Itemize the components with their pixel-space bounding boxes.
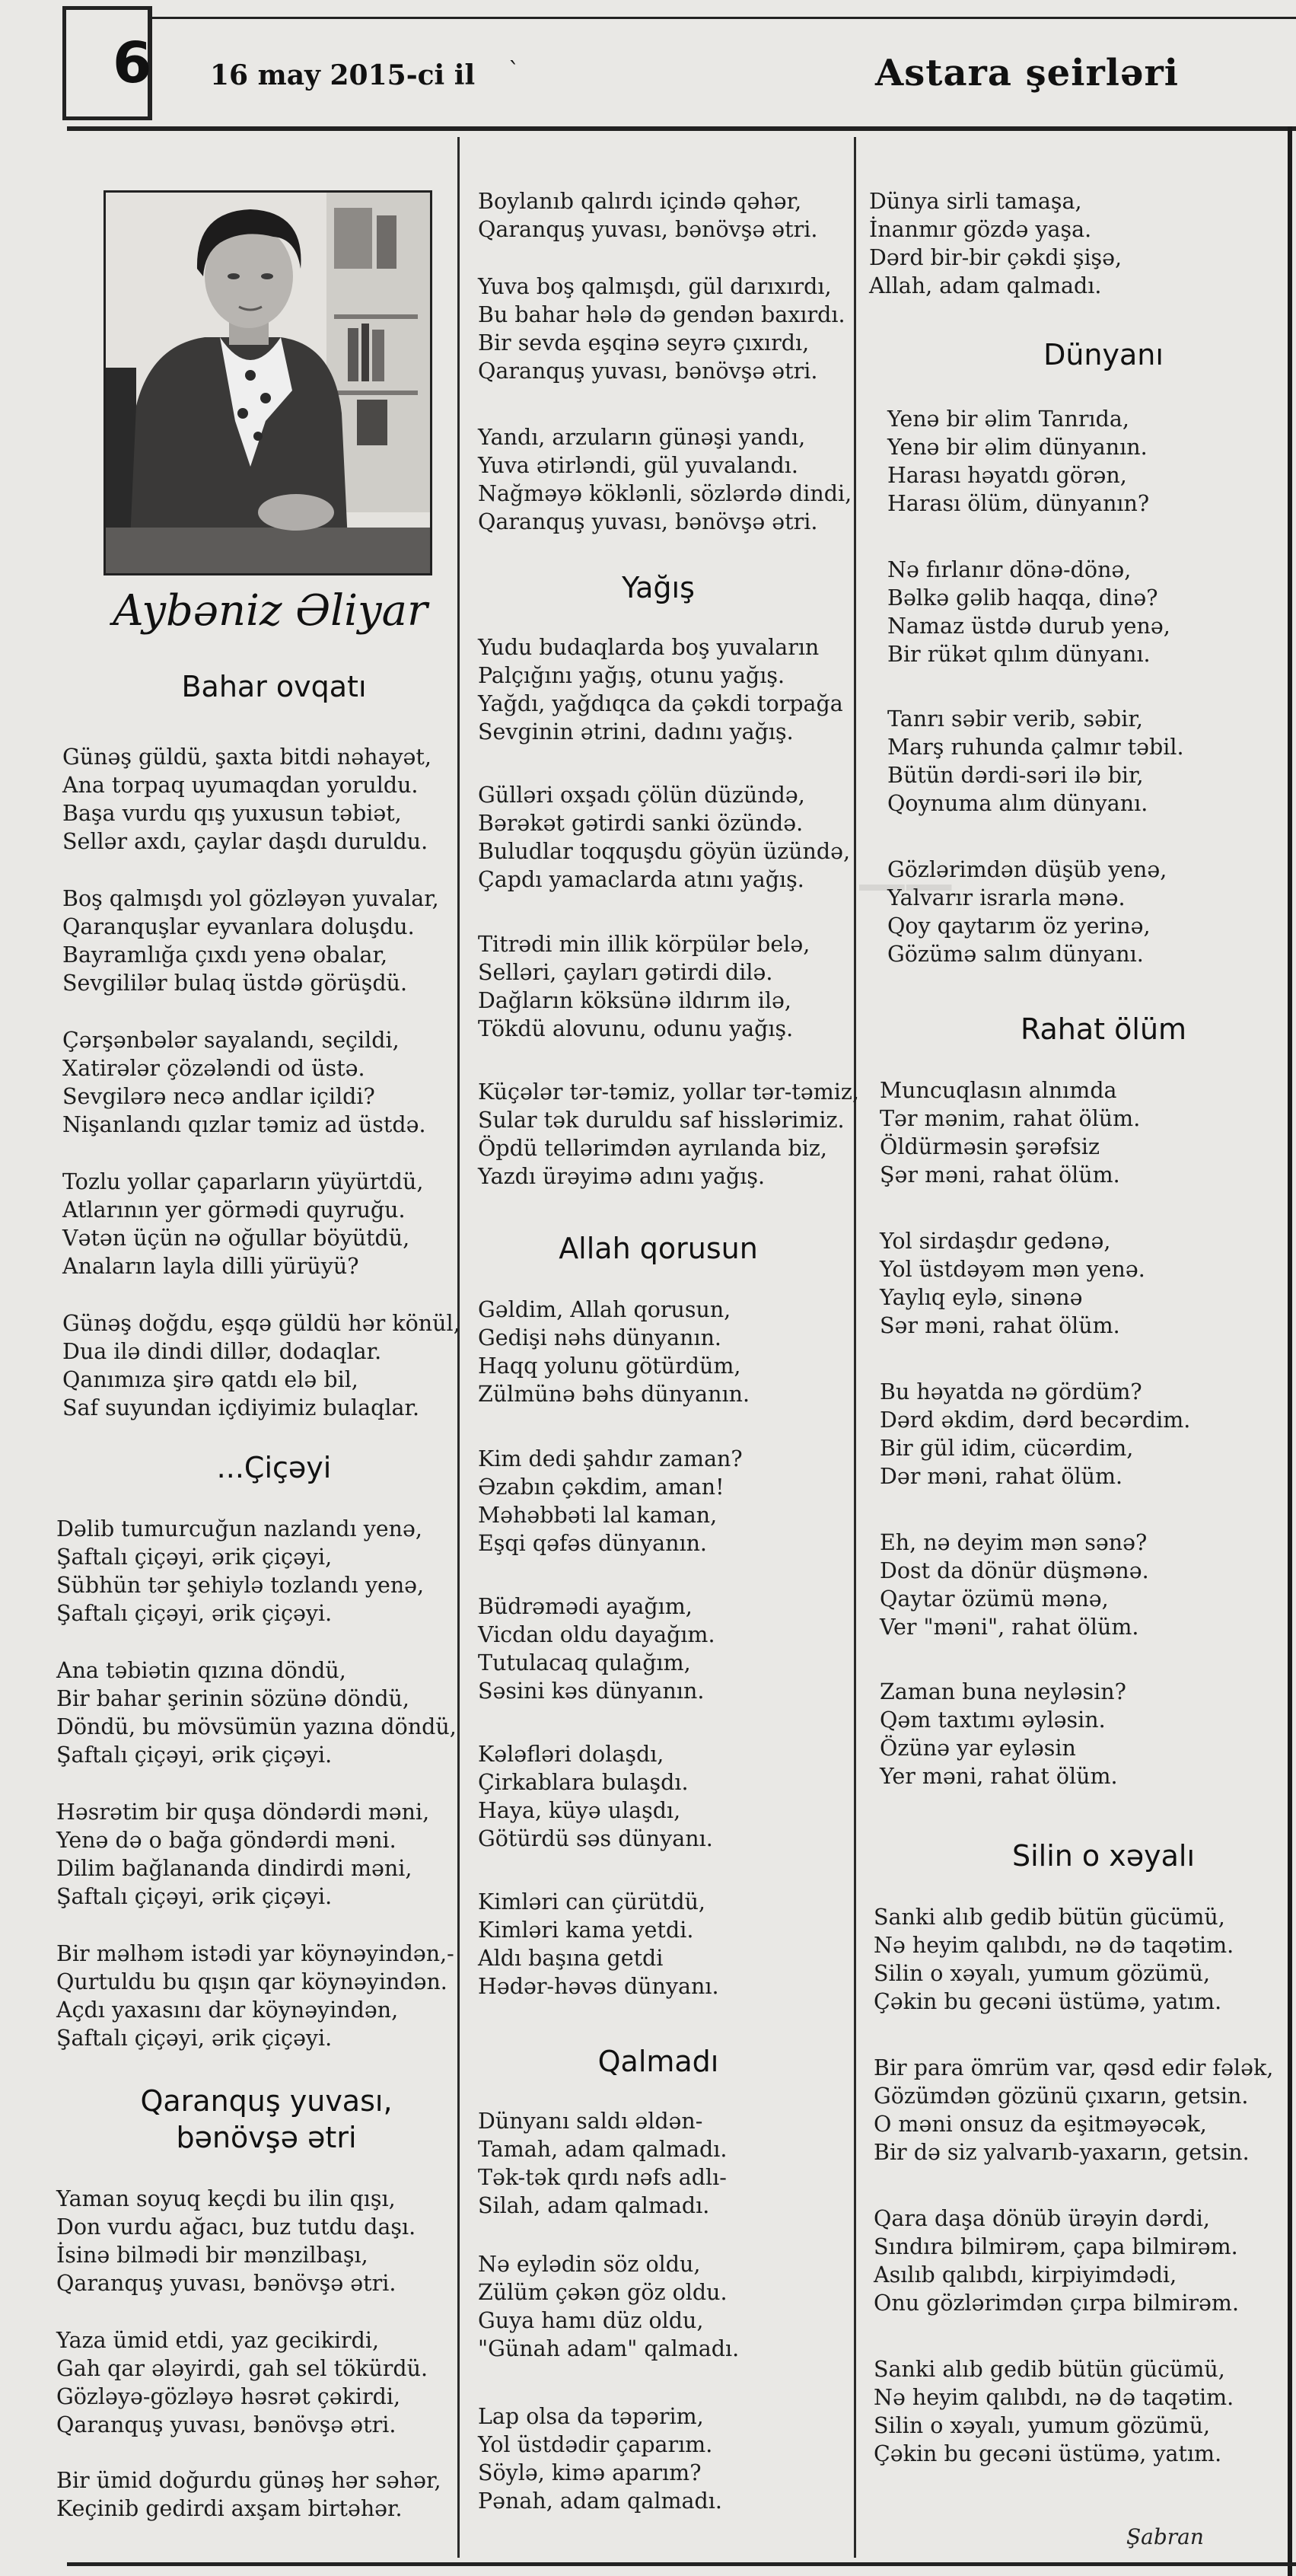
verse-line: Haqq yolunu götürdüm, (478, 1353, 741, 1379)
verse-line: Tər mənim, rahat ölüm. (880, 1106, 1141, 1131)
verse-line: Sanki alıb gedib bütün gücümü, (874, 1905, 1225, 1930)
verse-line: Xatirələr çözələndi od üstə. (62, 1056, 365, 1081)
verse-line: Çəkin bu gecəni üstümə, yatım. (874, 1989, 1222, 2014)
poem-stanza (478, 1445, 743, 1557)
poem-stanza (880, 1227, 1145, 1340)
poem-title (84, 2083, 449, 2156)
verse-line: Marş ruhunda çalmır təbil. (887, 735, 1184, 760)
poem-stanza (62, 1168, 423, 1280)
poem-title: Dünyanı (1043, 338, 1164, 371)
poem-title: Allah qorusun (559, 1232, 758, 1265)
verse-line: Şaftalı çiçəyi, ərik çiçəyi. (56, 1884, 333, 1909)
poem-stanza (62, 743, 431, 856)
verse-line: Dağların köksünə ildırım ilə, (478, 988, 791, 1013)
poem-stanza (874, 2355, 1234, 2468)
verse-line: Gəldim, Allah qorusun, (478, 1297, 731, 1322)
verse-line: Yol üstdədir çaparım. (478, 2432, 713, 2457)
verse-line: Qəm taxtımı əyləsin. (880, 1707, 1106, 1733)
poem-stanza (478, 273, 845, 385)
verse-line: Anaların layla dilli yürüyü? (62, 1254, 359, 1279)
poem-stanza (56, 2326, 428, 2439)
verse-line: Dər məni, rahat ölüm. (880, 1464, 1123, 1489)
poem-title-line: Qaranquş yuvası, (140, 2084, 393, 2118)
poem-title: ...Çiçəyi (216, 1451, 332, 1484)
verse-line: Nə fırlanır dönə-dönə, (887, 557, 1132, 582)
poem-title: Qalmadı (597, 2045, 719, 2078)
verse-line: Yer məni, rahat ölüm. (880, 1764, 1118, 1789)
poem-stanza (478, 781, 850, 894)
poem-stanza (880, 1378, 1190, 1490)
signature-place: Şabran (1126, 2524, 1204, 2549)
verse-line: Dünya sirli tamaşa, (869, 189, 1082, 214)
page-number: 6 (113, 30, 152, 96)
verse-line: Başa vurdu qış yuxusun təbiət, (62, 801, 402, 826)
verse-line: Gülləri oxşadı çölün düzündə, (478, 783, 805, 808)
verse-line: Tamah, adam qalmadı. (478, 2137, 728, 2162)
poem-stanza (478, 2107, 727, 2220)
verse-line: Dəlib tumurcuğun nazlandı yenə, (56, 1516, 422, 1541)
verse-line: Bir gül idim, cücərdim, (880, 1436, 1134, 1461)
verse-line: Yuva boş qalmışdı, gül darıxırdı, (478, 274, 832, 299)
verse-line: İnanmır gözdə yaşa. (869, 217, 1092, 242)
verse-line: Gözləyə-gözləyə həsrət çəkirdi, (56, 2384, 401, 2409)
verse-line: Sındıra bilmirəm, çapa bilmirəm. (874, 2234, 1238, 2259)
verse-line: Qaranquş yuvası, bənövşə ətri. (56, 2412, 396, 2437)
verse-line: Nişanlandı qızlar təmiz ad üstdə. (62, 1112, 426, 1137)
verse-line: Eh, nə deyim mən sənə? (880, 1530, 1148, 1555)
verse-line: Büdrəmədi ayağım, (478, 1594, 693, 1619)
poem-stanza (478, 187, 817, 244)
verse-line: Qanımıza şirə qatdı elə bil, (62, 1367, 358, 1392)
verse-line: Zülmünə bəhs dünyanın. (478, 1382, 750, 1407)
verse-line: Palçığını yağış, otunu yağış. (478, 663, 785, 688)
verse-line: Götürdü səs dünyanı. (478, 1826, 713, 1851)
verse-line: Boylanıb qalırdı içində qəhər, (478, 189, 802, 214)
verse-line: Günəş güldü, şaxta bitdi nəhayət, (62, 744, 431, 770)
verse-line: Keçinib gedirdi axşam birtəhər. (56, 2496, 403, 2521)
poem-stanza (478, 1888, 719, 2001)
poem-stanza (478, 2402, 722, 2515)
footer-rule (67, 2562, 1296, 2566)
verse-line: Silin o xəyalı, yumum gözümü, (874, 2413, 1211, 2438)
verse-line: Bəlkə gəlib haqqa, dinə? (887, 585, 1158, 611)
poem-stanza (874, 2054, 1273, 2166)
verse-line: Qurtuldu bu qışın qar köynəyindən. (56, 1969, 447, 1994)
poem-stanza (56, 1656, 457, 1769)
verse-line: Qoy qaytarım öz yerinə, (887, 913, 1151, 939)
verse-line: O məni onsuz da eşitməyəcək, (874, 2112, 1207, 2137)
poem-stanza (887, 856, 1167, 968)
verse-line: Yenə də o bağa göndərdi məni. (56, 1828, 396, 1853)
verse-line: Gedişi nəhs dünyanın. (478, 1325, 721, 1350)
verse-line: Nağməyə köklənli, sözlərdə dindi, (478, 481, 852, 506)
verse-line: Kim dedi şahdır zaman? (478, 1446, 743, 1471)
verse-line: Yazdı ürəyimə adını yağış. (478, 1164, 766, 1189)
poem-stanza (478, 1740, 713, 1853)
poem-stanza (56, 1515, 424, 1628)
verse-line: Vətən üçün nə oğullar böyütdü, (62, 1226, 410, 1251)
poem-title: Rahat ölüm (1020, 1012, 1187, 1046)
verse-line: Silin o xəyalı, yumum gözümü, (874, 1961, 1211, 1986)
verse-line: Şaftalı çiçəyi, ərik çiçəyi. (56, 1601, 333, 1626)
verse-line: Şaftalı çiçəyi, ərik çiçəyi. (56, 2026, 333, 2051)
verse-line: Nə heyim qalıbdı, nə də taqətim. (874, 2385, 1234, 2410)
verse-line: Dost da dönür düşmənə. (880, 1558, 1149, 1583)
verse-line: Bu bahar hələ də gendən baxırdı. (478, 302, 845, 327)
verse-line: Bütün dərdi-səri ilə bir, (887, 763, 1144, 788)
verse-line: "Günah adam" qalmadı. (478, 2336, 740, 2361)
verse-line: Zülüm çəkən göz oldu. (478, 2280, 728, 2305)
verse-line: Pənah, adam qalmadı. (478, 2488, 722, 2514)
verse-line: Hədər-həvəs dünyanı. (478, 1974, 719, 1999)
verse-line: Bir ümid doğurdu günəş hər səhər, (56, 2468, 441, 2493)
verse-line: Qaranquş yuvası, bənövşə ətri. (478, 359, 818, 384)
verse-line: Öldürməsin şərəfsiz (880, 1134, 1100, 1159)
verse-line: Ana torpaq uyumaqdan yoruldu. (62, 773, 419, 798)
verse-line: Məhəbbəti lal kaman, (478, 1503, 718, 1528)
verse-line: Çirkablara bulaşdı. (478, 1770, 689, 1795)
verse-line: Selləri, çayları gətirdi dilə. (478, 960, 773, 985)
verse-line: Qoynuma alım dünyanı. (887, 791, 1148, 816)
verse-line: Bu həyatda nə gördüm? (880, 1379, 1142, 1404)
verse-line: Dua ilə dindi dillər, dodaqlar. (62, 1339, 382, 1364)
verse-line: Yudu budaqlarda boş yuvaların (478, 635, 820, 660)
verse-line: Sular tək duruldu saf hisslərimiz. (478, 1108, 845, 1133)
verse-line: Qara daşa dönüb ürəyin dərdi, (874, 2206, 1210, 2231)
verse-line: Gözümdən gözünü çıxarın, getsin. (874, 2083, 1249, 2109)
verse-line: Vicdan oldu dayağım. (478, 1622, 715, 1647)
verse-line: Yaman soyuq keçdi bu ilin qışı, (56, 2186, 396, 2211)
verse-line: Dilim bağlananda dindirdi məni, (56, 1856, 412, 1881)
verse-line: Qaytar özümü mənə, (880, 1586, 1109, 1612)
verse-line: Saf suyundan içdiyimiz bulaqlar. (62, 1395, 420, 1420)
poem-stanza (478, 2250, 739, 2363)
verse-line: Öpdü tellərimdən ayrılanda biz, (478, 1136, 827, 1161)
verse-line: Kələfləri dolaşdı, (478, 1742, 664, 1767)
verse-line: Sellər axdı, çaylar daşdı duruldu. (62, 829, 428, 854)
poem-stanza (478, 423, 852, 536)
poem-title: Bahar ovqatı (181, 670, 367, 703)
poem-stanza (874, 2205, 1239, 2317)
verse-line: Söylə, kimə aparım? (478, 2460, 702, 2485)
verse-line: Sevgililər bulaq üstdə görüşdü. (62, 971, 408, 996)
verse-line: Qaranquş yuvası, bənövşə ətri. (478, 509, 818, 534)
poem-stanza (56, 1940, 454, 2052)
verse-line: Kimləri kama yetdi. (478, 1918, 694, 1943)
header-tick: ` (508, 58, 520, 84)
verse-line: Sevgilərə necə andlar içildi? (62, 1084, 375, 1109)
verse-line: Çərşənbələr sayalandı, seçildi, (62, 1028, 400, 1053)
verse-line: Açdı yaxasını dar köynəyindən, (56, 1997, 399, 2023)
right-edge-rule (1288, 126, 1292, 2576)
poem-stanza (62, 1026, 426, 1139)
verse-line: Namaz üstdə durub yenə, (887, 614, 1170, 639)
poem-stanza (62, 885, 439, 997)
verse-line: Atlarının yer görmədi quyruğu. (62, 1197, 406, 1223)
issue-date: 16 may 2015-ci il (210, 59, 476, 91)
poem-stanza (880, 1076, 1140, 1189)
poem-stanza (869, 187, 1122, 300)
verse-line: Sər məni, rahat ölüm. (880, 1313, 1120, 1338)
column-rule-2 (854, 137, 856, 2558)
verse-line: Harası ölüm, dünyanın? (887, 491, 1150, 516)
verse-line: Zaman buna neyləsin? (880, 1679, 1126, 1704)
verse-line: Yandı, arzuların günəşi yandı, (478, 425, 806, 450)
header-top-rule (152, 17, 1296, 19)
verse-line: Kimləri can çürütdü, (478, 1889, 705, 1914)
verse-line: Bir sevda eşqinə seyrə çıxırdı, (478, 330, 810, 355)
verse-line: Tozlu yollar çaparların yüyürtdü, (62, 1169, 424, 1194)
verse-line: Tökdü alovunu, odunu yağış. (478, 1016, 794, 1041)
poem-stanza (478, 1078, 859, 1191)
poem-stanza (56, 2185, 416, 2297)
verse-line: Sanki alıb gedib bütün gücümü, (874, 2357, 1225, 2382)
verse-line: Dərd əkdim, dərd becərdim. (880, 1408, 1191, 1433)
section-title: Astara şeirləri (875, 52, 1180, 94)
verse-line: Dünyanı saldı əldən- (478, 2109, 703, 2134)
poem-stanza (478, 930, 810, 1043)
verse-line: Qaranquşlar eyvanlara doluşdu. (62, 914, 415, 939)
poem-stanza (887, 705, 1184, 818)
verse-line: Şaftalı çiçəyi, ərik çiçəyi, (56, 1545, 333, 1570)
poem-title: Silin o xəyalı (1011, 1839, 1196, 1873)
verse-line: Özünə yar eyləsin (880, 1736, 1076, 1761)
verse-line: Gözlərimdən düşüb yenə, (887, 857, 1167, 882)
verse-line: Yenə bir əlim dünyanın. (887, 435, 1148, 460)
verse-line: Bir rükət qılım dünyanı. (887, 642, 1151, 667)
verse-line: Günəş doğdu, eşqə güldü hər könül, (62, 1311, 460, 1336)
verse-line: Əzabın çəkdim, aman! (478, 1475, 724, 1500)
verse-line: Yol sirdaşdır gedənə, (880, 1229, 1111, 1254)
verse-line: Küçələr tər-təmiz, yollar tər-təmiz, (478, 1079, 859, 1105)
verse-line: Çəkin bu gecəni üstümə, yatım. (874, 2441, 1222, 2466)
bleed-through-shadow: ── (860, 845, 954, 930)
verse-line: Tək-tək qırdı nəfs adlı- (478, 2165, 727, 2190)
verse-line: Dərd bir-bir çəkdi şişə, (869, 245, 1122, 270)
verse-line: Sevginin ətrini, dadını yağış. (478, 719, 794, 744)
verse-line: Allah, adam qalmadı. (869, 273, 1102, 298)
verse-line: Onu gözlərimdən çırpa bilmirəm. (874, 2291, 1240, 2316)
poem-stanza (874, 1903, 1234, 2016)
verse-line: Qaranquş yuvası, bənövşə ətri. (56, 2271, 396, 2296)
verse-line: Guya hamı düz oldu, (478, 2308, 704, 2333)
author-photo (103, 190, 432, 575)
verse-line: Yağdı, yağdıqca da çəkdi torpağa (478, 691, 843, 716)
verse-line: Ver "məni", rahat ölüm. (880, 1615, 1139, 1640)
verse-line: Bir para ömrüm var, qəsd edir fələk, (874, 2055, 1274, 2080)
verse-line: Yol üstdəyəm mən yenə. (880, 1257, 1145, 1282)
verse-line: Nə heyim qalıbdı, nə də taqətim. (874, 1933, 1234, 1958)
poem-stanza (478, 633, 843, 746)
poem-stanza (880, 1678, 1126, 1790)
verse-line: Bir bahar şerinin sözünə döndü, (56, 1686, 409, 1711)
poem-stanza (887, 556, 1170, 668)
verse-line: Ana təbiətin qızına döndü, (56, 1658, 346, 1683)
verse-line: Yenə bir əlim Tanrıda, (887, 406, 1129, 432)
verse-line: Silah, adam qalmadı. (478, 2193, 710, 2218)
verse-line: Tanrı səbir verib, səbir, (887, 706, 1143, 732)
verse-line: Don vurdu ağacı, buz tutdu daşı. (56, 2214, 416, 2240)
verse-line: Tutulacaq qulağım, (478, 1650, 691, 1675)
poem-stanza (478, 1592, 715, 1705)
verse-line: Gözümə salım dünyanı. (887, 942, 1144, 967)
verse-line: Həsrətim bir quşa döndərdi məni, (56, 1800, 430, 1825)
author-name: Aybəniz Əliyar (113, 586, 428, 636)
verse-line: Bir məlhəm istədi yar köynəyindən,- (56, 1941, 454, 1966)
verse-line: Bir də siz yalvarıb-yaxarın, getsin. (874, 2140, 1250, 2165)
verse-line: Yaza ümid etdi, yaz gecikirdi, (56, 2328, 380, 2353)
verse-line: Boş qalmışdı yol gözləyən yuvalar, (62, 886, 439, 911)
verse-line: Harası həyatdı görən, (887, 463, 1127, 488)
verse-line: Sübhün tər şehiylə tozlandı yenə, (56, 1573, 425, 1598)
poem-stanza (478, 1296, 750, 1408)
poem-title-line: bənövşə ətri (176, 2121, 357, 2154)
verse-line: Haya, küyə ulaşdı, (478, 1798, 681, 1823)
verse-line: Qaranquş yuvası, bənövşə ətri. (478, 217, 818, 242)
verse-line: Çapdı yamaclarda atını yağış. (478, 867, 804, 892)
poem-title: Yağış (622, 571, 695, 604)
verse-line: Eşqi qəfəs dünyanın. (478, 1531, 707, 1556)
poem-stanza (887, 405, 1149, 518)
verse-line: Buludlar toqquşdu göyün üzündə, (478, 839, 851, 864)
author-portrait-image (106, 193, 430, 573)
verse-line: Yuva ətirləndi, gül yuvalandı. (478, 453, 798, 478)
verse-line: Titrədi min illik körpülər belə, (478, 932, 810, 957)
poem-stanza (880, 1529, 1149, 1641)
verse-line: Yalvarır israrla mənə. (887, 885, 1126, 910)
verse-line: Aldı başına getdi (478, 1946, 664, 1971)
verse-line: Nə eylədin söz oldu, (478, 2252, 701, 2277)
verse-line: Gah qar ələyirdi, gah sel tökürdü. (56, 2356, 428, 2381)
poem-stanza (62, 1309, 460, 1422)
verse-line: Şər məni, rahat ölüm. (880, 1162, 1120, 1188)
poem-stanza (56, 2466, 441, 2523)
verse-line: Şaftalı çiçəyi, ərik çiçəyi. (56, 1742, 333, 1768)
poem-stanza (56, 1798, 429, 1911)
verse-line: Muncuqlasın alnımda (880, 1078, 1117, 1103)
verse-line: Bərəkət gətirdi sanki özündə. (478, 811, 804, 836)
header-bottom-rule (67, 126, 1296, 131)
verse-line: Asılıb qalıbdı, kirpiyimdədi, (874, 2262, 1177, 2287)
verse-line: Lap olsa da təpərim, (478, 2404, 704, 2429)
verse-line: Səsini kəs dünyanın. (478, 1679, 705, 1704)
verse-line: Yaylıq eylə, sinənə (880, 1285, 1083, 1310)
verse-line: Bayramlığa çıxdı yenə obalar, (62, 942, 388, 968)
verse-line: Döndü, bu mövsümün yazına döndü, (56, 1714, 457, 1739)
verse-line: İsinə bilmədi bir mənzilbaşı, (56, 2243, 368, 2268)
